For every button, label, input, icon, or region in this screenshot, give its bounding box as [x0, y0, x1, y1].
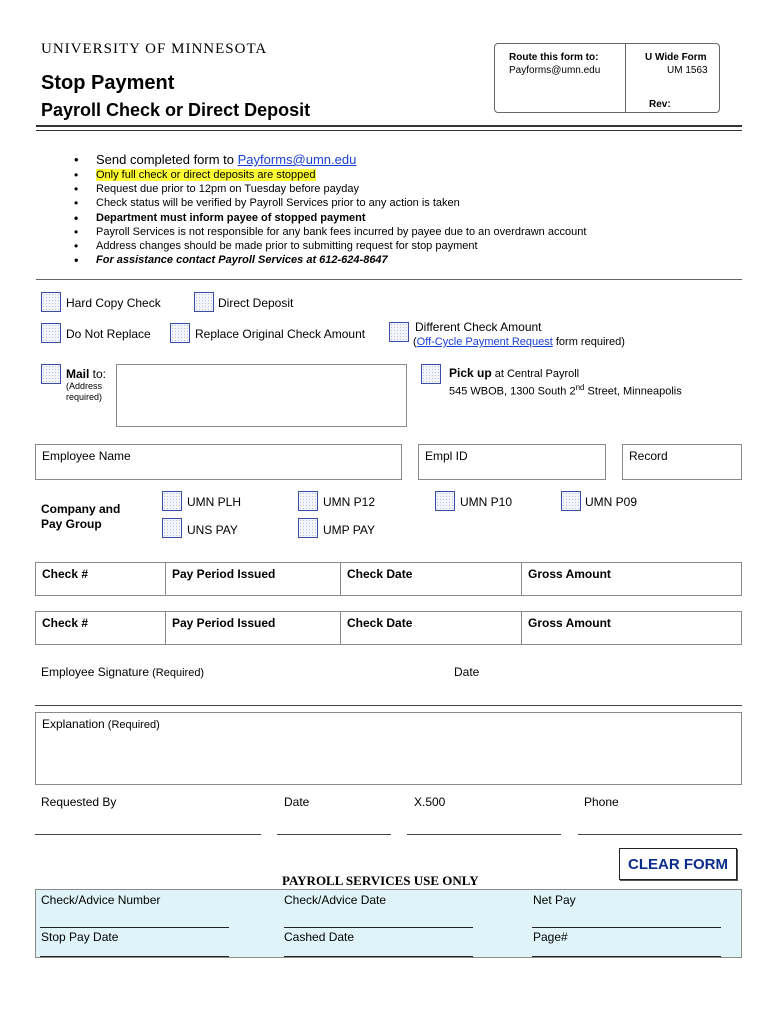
instruction-item: • Only full check or direct deposits are stopped	[96, 168, 736, 182]
direct-deposit-checkbox[interactable]	[194, 292, 214, 312]
requested-by-line[interactable]	[35, 834, 261, 835]
offcycle-link[interactable]: Off-Cycle Payment Request	[416, 336, 553, 348]
signature-line[interactable]	[35, 705, 742, 706]
instruction-item: • Request due prior to 12pm on Tuesday before payday	[96, 182, 736, 196]
check-date-header[interactable]: Check Date	[341, 612, 522, 644]
requested-date-line[interactable]	[277, 834, 391, 835]
stop-pay-date-label: Stop Pay Date	[41, 930, 119, 944]
pickup-checkbox[interactable]	[421, 364, 441, 384]
umn-p10-label: UMN P10	[460, 495, 513, 509]
route-box	[494, 43, 720, 113]
section-rule	[36, 279, 742, 280]
instruction-item: • For assistance contact Payroll Services at 612-624-8647	[96, 253, 736, 267]
mail-note: (Address required)	[66, 381, 103, 402]
gross-amount-header[interactable]: Gross Amount	[528, 616, 611, 630]
offcycle-note: (Off-Cycle Payment Request form required)	[413, 336, 625, 348]
route-label: Route this form to:	[509, 52, 599, 63]
phone-label: Phone	[584, 795, 619, 809]
send-instruction: • Send completed form to Payforms@umn.edu	[74, 152, 357, 167]
page-number-label: Page#	[533, 930, 568, 944]
x500-line[interactable]	[407, 834, 561, 835]
net-pay-line[interactable]	[532, 927, 721, 928]
payroll-use-title: PAYROLL SERVICES USE ONLY	[282, 873, 479, 888]
pay-period-header[interactable]: Pay Period Issued	[166, 612, 341, 644]
replace-original-checkbox[interactable]	[170, 323, 190, 343]
mail-address-input[interactable]	[116, 364, 407, 427]
check-row-1	[35, 562, 742, 596]
cashed-date-line[interactable]	[284, 956, 473, 957]
instruction-item: • Check status will be verified by Payroll Services prior to any action is taken	[96, 196, 736, 210]
hard-copy-checkbox[interactable]	[41, 292, 61, 312]
instruction-list	[96, 168, 736, 267]
check-number-header[interactable]: Check #	[36, 612, 166, 644]
payroll-use-panel	[35, 889, 742, 958]
signature-label: Employee Signature (Required)	[41, 665, 205, 679]
uns-pay-checkbox[interactable]	[162, 518, 182, 538]
form-number: UM 1563	[667, 65, 708, 76]
rev-label: Rev:	[649, 99, 671, 110]
direct-deposit-label: Direct Deposit	[218, 296, 294, 310]
instruction-item: • Department must inform payee of stopped payment	[96, 211, 736, 225]
check-row-2	[35, 611, 742, 645]
employee-name-label: Employee Name	[42, 449, 131, 463]
uns-pay-label: UNS PAY	[187, 523, 238, 537]
check-advice-date-line[interactable]	[284, 927, 473, 928]
check-advice-date-label: Check/Advice Date	[284, 893, 387, 907]
pickup-label: Pick up at Central Payroll	[449, 366, 580, 380]
umn-p12-checkbox[interactable]	[298, 491, 318, 511]
x500-label: X.500	[414, 795, 446, 809]
record-label: Record	[629, 449, 668, 463]
ump-pay-label: UMP PAY	[323, 523, 376, 537]
different-amount-label: Different Check Amount	[415, 320, 542, 334]
cashed-date-label: Cashed Date	[284, 930, 355, 944]
instruction-item: • Address changes should be made prior to submitting request for stop payment	[96, 239, 736, 253]
umn-p10-checkbox[interactable]	[435, 491, 455, 511]
requested-by-label: Requested By	[41, 795, 117, 809]
employee-name-input[interactable]	[35, 444, 402, 480]
umn-p12-label: UMN P12	[323, 495, 376, 509]
form-subtitle: Payroll Check or Direct Deposit	[41, 100, 311, 120]
explanation-label: Explanation (Required)	[42, 717, 160, 731]
phone-line[interactable]	[578, 834, 742, 835]
gross-amount-header[interactable]: Gross Amount	[528, 567, 611, 581]
instruction-item: • Payroll Services is not responsible for any bank fees incurred by payee due to an overdrawn account	[96, 225, 736, 239]
route-divider	[625, 44, 626, 112]
pickup-address: 545 WBOB, 1300 South 2nd Street, Minneapolis	[449, 383, 682, 398]
check-advice-number-label: Check/Advice Number	[41, 893, 161, 907]
net-pay-label: Net Pay	[533, 893, 576, 907]
payforms-email-link[interactable]: Payforms@umn.edu	[237, 152, 357, 167]
check-date-header[interactable]: Check Date	[341, 563, 522, 595]
ump-pay-checkbox[interactable]	[298, 518, 318, 538]
do-not-replace-label: Do Not Replace	[66, 327, 151, 341]
clear-form-button[interactable]: CLEAR FORM	[619, 848, 737, 880]
signature-date-label: Date	[454, 665, 480, 679]
form-title: Stop Payment	[41, 72, 175, 94]
check-number-header[interactable]: Check #	[36, 563, 166, 595]
do-not-replace-checkbox[interactable]	[41, 323, 61, 343]
mail-checkbox[interactable]	[41, 364, 61, 384]
route-email: Payforms@umn.edu	[509, 65, 601, 76]
umn-p09-label: UMN P09	[585, 495, 638, 509]
different-amount-checkbox[interactable]	[389, 322, 409, 342]
stop-pay-date-line[interactable]	[40, 956, 229, 957]
empl-id-label: Empl ID	[425, 449, 468, 463]
umn-plh-label: UMN PLH	[187, 495, 242, 509]
empl-id-input[interactable]	[418, 444, 606, 480]
hard-copy-label: Hard Copy Check	[66, 296, 161, 310]
explanation-input[interactable]	[35, 712, 742, 785]
record-input[interactable]	[622, 444, 742, 480]
replace-original-label: Replace Original Check Amount	[195, 327, 366, 341]
instructions	[74, 152, 736, 267]
pay-period-header[interactable]: Pay Period Issued	[166, 563, 341, 595]
mail-label: Mail to:	[66, 367, 107, 381]
university-logo: UNIVERSITY OF MINNESOTA	[41, 41, 268, 57]
form-name: U Wide Form	[645, 52, 707, 63]
umn-plh-checkbox[interactable]	[162, 491, 182, 511]
umn-p09-checkbox[interactable]	[561, 491, 581, 511]
pay-group-label: Company and Pay Group	[41, 502, 121, 531]
check-advice-number-line[interactable]	[40, 927, 229, 928]
requested-date-label: Date	[284, 795, 310, 809]
header-rule	[36, 125, 742, 131]
page-number-line[interactable]	[532, 956, 721, 957]
